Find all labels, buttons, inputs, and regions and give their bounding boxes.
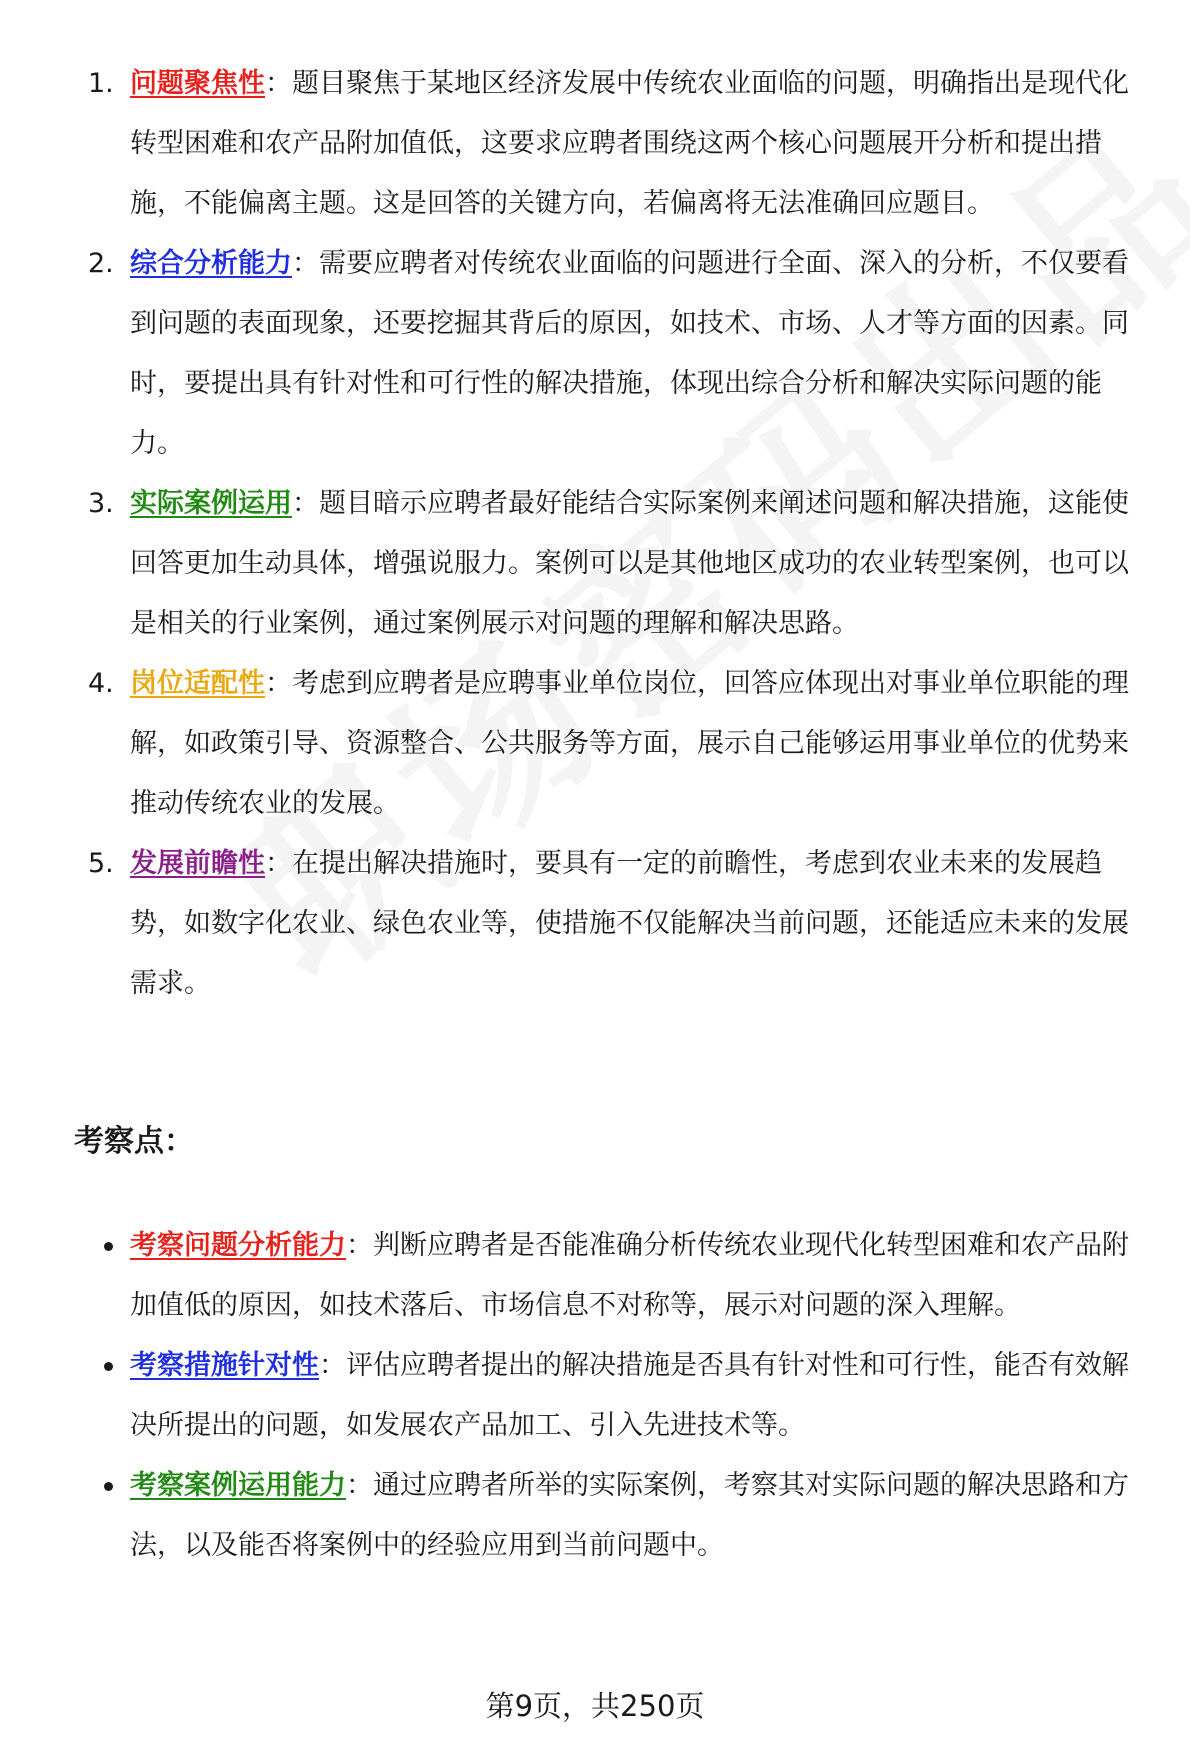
list-term: 问题聚焦性 — [130, 68, 265, 99]
list-text: 题目暗示应聘者最好能结合实际案例来阐述问题和解决措施，这能使回答更加生动具体，增强说服力。案例可以是其他地区成功的农业转型案例，也可以是相关的行业案例，通过案例展示对问题的理解和解决思路。 — [130, 488, 1129, 639]
list-text: 考虑到应聘者是应聘事业单位岗位，回答应体现出对事业单位职能的理解，如政策引导、资源整合、公共服务等方面，展示自己能够运用事业单位的优势来推动传统农业的发展。 — [130, 668, 1129, 819]
section-title: 考察点： — [74, 1124, 194, 1159]
list-number: 2. — [88, 248, 114, 279]
list-term: 综合分析能力 — [130, 248, 292, 279]
colon: ： — [265, 848, 292, 879]
bullet-term: 考察案例运用能力 — [130, 1470, 346, 1501]
list-item — [0, 654, 1190, 834]
bullet-term: 考察措施针对性 — [130, 1350, 319, 1381]
bullet-text: 通过应聘者所举的实际案例，考察其对实际问题的解决思路和方法，以及能否将案例中的经验应用到当前问题中。 — [130, 1470, 1129, 1561]
colon: ： — [346, 1470, 373, 1501]
list-text: 题目聚焦于某地区经济发展中传统农业面临的问题，明确指出是现代化转型困难和农产品附加值低，这要求应聘者围绕这两个核心问题展开分析和提出措施，不能偏离主题。这是回答的关键方向，若偏离将无法准确回应题目。 — [130, 68, 1129, 219]
list-term: 岗位适配性 — [130, 668, 265, 699]
page-number: 第9页，共250页 — [485, 1689, 705, 1723]
list-item — [0, 54, 1190, 234]
bullet-text: 评估应聘者提出的解决措施是否具有针对性和可行性，能否有效解决所提出的问题，如发展农产品加工、引入先进技术等。 — [130, 1350, 1129, 1441]
colon: ： — [265, 68, 292, 99]
list-item — [0, 1456, 1190, 1576]
colon: ： — [346, 1230, 373, 1261]
list-term: 实际案例运用 — [130, 488, 292, 519]
requirements-list — [0, 54, 1190, 1014]
list-item — [0, 1336, 1190, 1456]
bullet-text: 判断应聘者是否能准确分析传统农业现代化转型困难和农产品附加值低的原因，如技术落后、市场信息不对称等，展示对问题的深入理解。 — [130, 1230, 1129, 1321]
bullet-icon — [104, 1242, 113, 1251]
list-number: 1. — [88, 68, 114, 99]
list-item — [0, 1216, 1190, 1336]
list-item — [0, 234, 1190, 474]
list-term: 发展前瞻性 — [130, 848, 265, 879]
colon: ： — [292, 488, 319, 519]
bullet-icon — [104, 1362, 113, 1371]
colon: ： — [292, 248, 319, 279]
list-number: 4. — [88, 668, 114, 699]
bullet-term: 考察问题分析能力 — [130, 1230, 346, 1261]
list-number: 5. — [88, 848, 114, 879]
bullet-icon — [104, 1482, 113, 1491]
colon: ： — [265, 668, 292, 699]
list-item — [0, 834, 1190, 1014]
colon: ： — [319, 1350, 346, 1381]
list-text: 在提出解决措施时，要具有一定的前瞻性，考虑到农业未来的发展趋势，如数字化农业、绿色农业等，使措施不仅能解决当前问题，还能适应未来的发展需求。 — [130, 848, 1129, 999]
list-text: 需要应聘者对传统农业面临的问题进行全面、深入的分析，不仅要看到问题的表面现象，还要挖掘其背后的原因，如技术、市场、人才等方面的因素。同时，要提出具有针对性和可行性的解决措施，体现出综合分析和解决实际问题的能力。 — [130, 248, 1129, 459]
assessment-points-list — [0, 1216, 1190, 1576]
list-item — [0, 474, 1190, 654]
list-number: 3. — [88, 488, 114, 519]
